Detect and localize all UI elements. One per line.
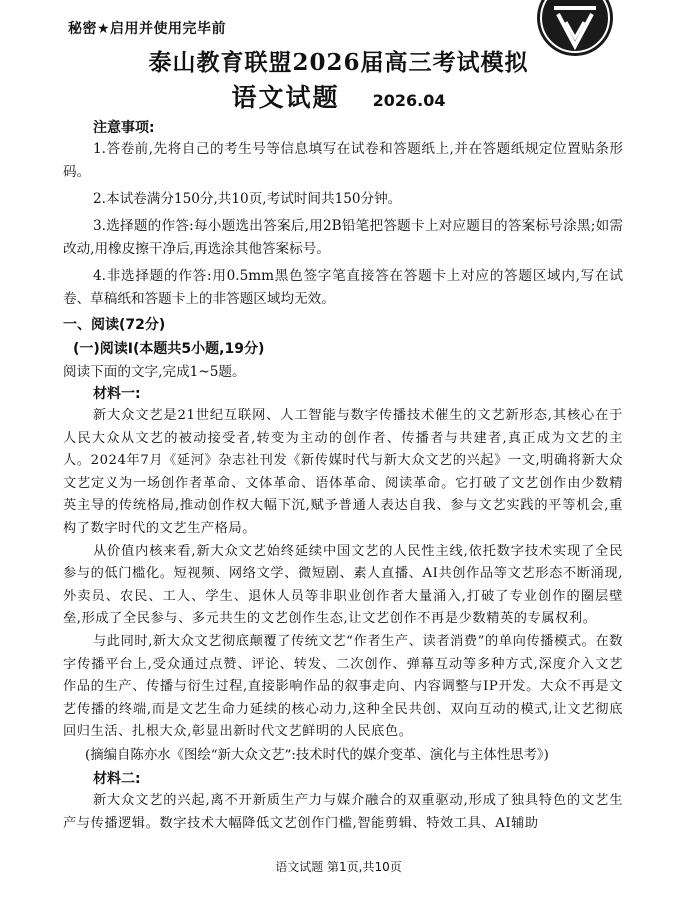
section-title: 一、阅读(72分)	[63, 317, 166, 333]
body-paragraph: 从价值内核来看,新大众文艺始终延续中国文艺的人民性主线,依托数字技术实现了全民参与的低门槛化。短视频、网络文学、微短剧、素人直播、AI共创作品等文艺形态不断涌现,外卖员、农民、工人、学生、退休人员等非职业创作者大量涌入,打破了专业创作的圈层壁垒,形成了全民参与、多元共生的文艺创作生态,让文艺创作不再是少数精英的专属权利。	[63, 543, 623, 627]
reading-instruction: 阅读下面的文字,完成1~5题。	[63, 364, 246, 380]
notice-item: 3.选择题的作答:每小题选出答案后,用2B铅笔把答题卡上对应题目的答案标号涂黑;如需改动,用橡皮擦干净后,再选涂其他答案标号。	[63, 218, 623, 257]
material-label: 材料一:	[93, 386, 141, 402]
exam-subtitle	[0, 78, 677, 114]
body-paragraph: 新大众文艺是21世纪互联网、人工智能与数字传播技术催生的文艺新形态,其核心在于人民大众从文艺的被动接受者,转变为主动的创作者、传播者与共建者,真正成为文艺的主人。2024年7月《延河》杂志社刊发《新传媒时代与新大众文艺的兴起》一文,明确将新大众文艺定义为一场创作者革命、文体革命、语体革命、阅读革命。它打破了文艺创作由少数精英主导的传统格局,推动创作权大幅下沉,赋予普通人表达自我、参与文艺实践的平等机会,重构了数字时代的文艺生产格局。	[63, 408, 623, 536]
page-footer: 语文试题 第1页,共10页	[275, 860, 402, 874]
exam-title: 泰山教育联盟2026届高三考试模拟	[148, 49, 529, 76]
material-label: 材料二:	[93, 770, 141, 787]
notice-item: 1.答卷前,先将自己的考生号等信息填写在试卷和答题纸上,并在答题纸规定位置贴条形码。	[63, 141, 623, 180]
body-paragraph: 新大众文艺的兴起,离不开新质生产力与媒介融合的双重驱动,形成了独具特色的文艺生产与传播逻辑。数字技术大幅降低文艺创作门槛,智能剪辑、特效工具、AI辅助	[63, 792, 623, 831]
exam-date: 2026.04	[372, 91, 446, 110]
body-paragraph: 与此同时,新大众文艺彻底颠覆了传统文艺“作者生产、读者消费”的单向传播模式。在数字传播平台上,受众通过点赞、评论、转发、二次创作、弹幕互动等多种方式,深度介入文艺作品的生产、传播与衍生过程,直接影响作品的叙事走向、内容调整与IP开发。大众不再是文艺传播的终端,而是文艺生命力延续的核心动力,这种全民共创、双向互动的模式,让文艺彻底回归生活、扎根大众,彰显出新时代文艺鲜明的人民底色。	[63, 633, 623, 740]
subject-title: 语文试题	[231, 83, 340, 112]
notice-item: 2.本试卷满分150分,共10页,考试时间共150分钟。	[93, 191, 402, 207]
page-content	[63, 118, 623, 835]
subsection-title: (一)阅读Ⅰ(本题共5小题,19分)	[73, 341, 265, 357]
source-citation: (摘编自陈亦水《图绘“新大众文艺”:技术时代的媒介变革、演化与主体性思考》)	[85, 747, 549, 763]
confidential-label: 秘密★启用并使用完毕前	[68, 21, 227, 37]
notice-title: 注意事项:	[93, 120, 155, 136]
notice-item: 4.非选择题的作答:用0.5mm黑色签字笔直接答在答题卡上对应的答题区域内,写在试卷、草稿纸和答题卡上的非答题区域均无效。	[63, 268, 623, 307]
